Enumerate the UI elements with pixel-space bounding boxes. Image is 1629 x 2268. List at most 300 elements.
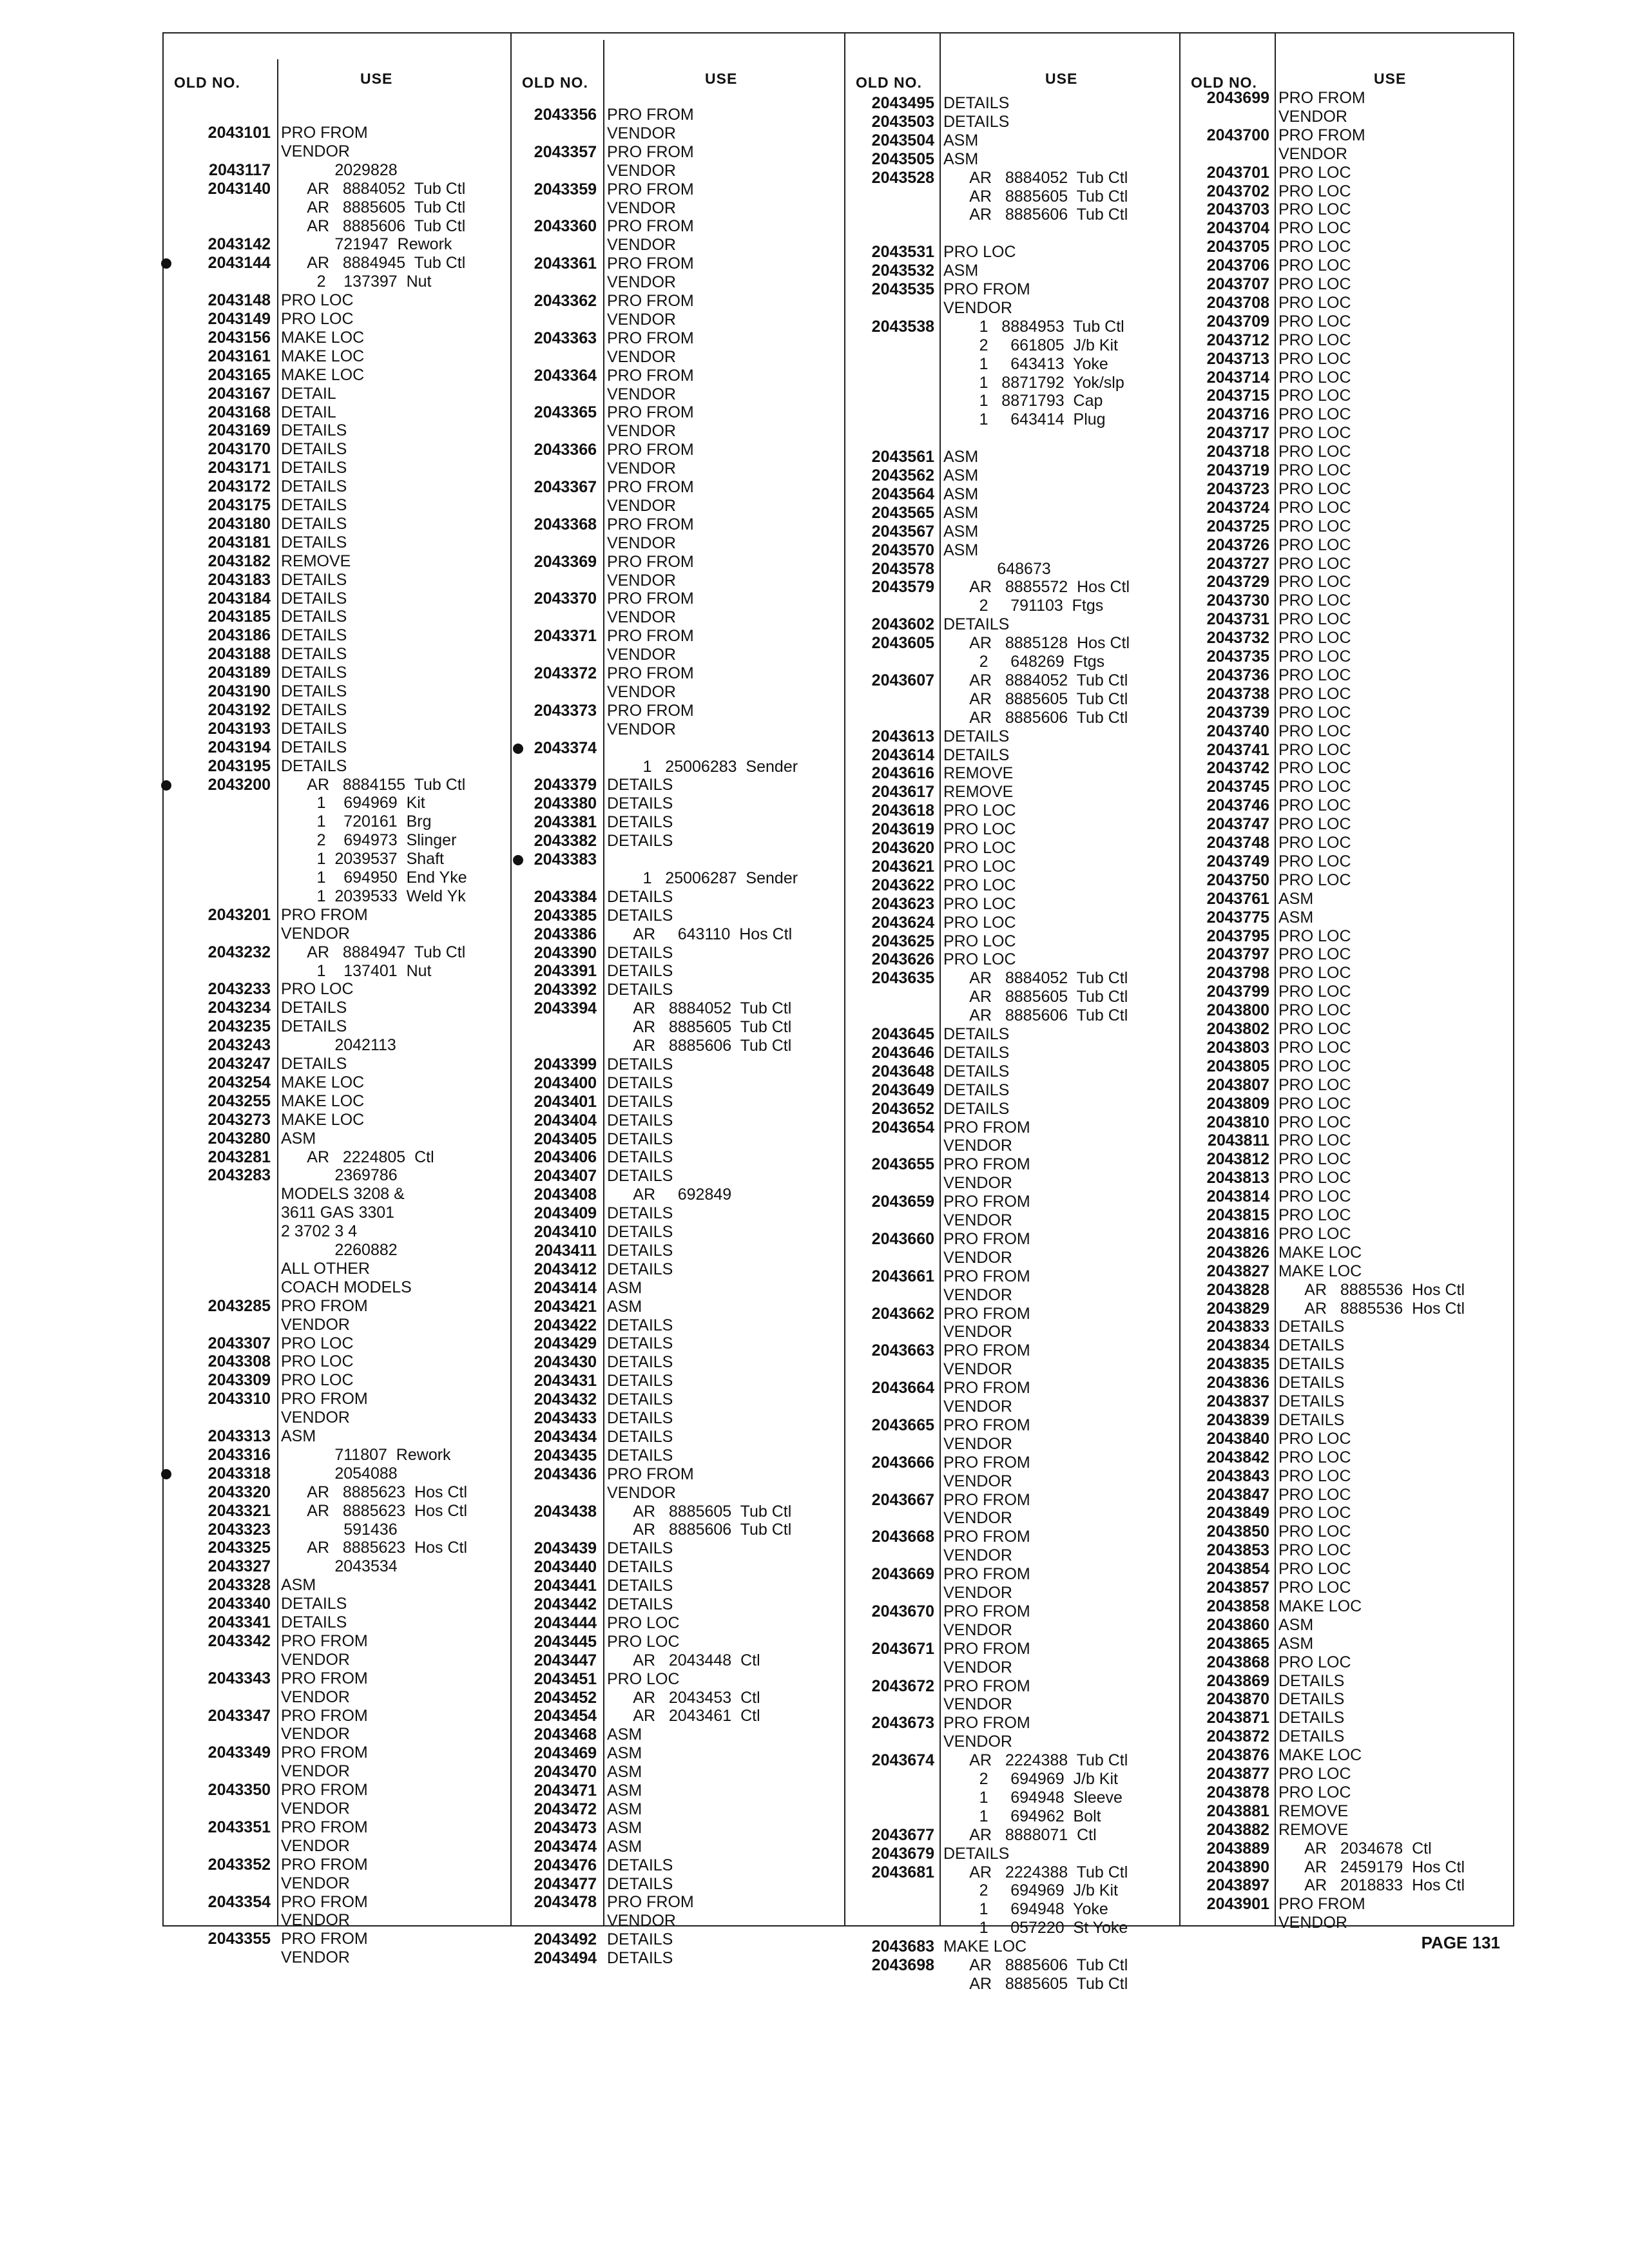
table-row xyxy=(845,1435,1179,1454)
table-row xyxy=(845,374,1179,392)
old-number: 2043663 xyxy=(871,1341,934,1360)
use-text: PRO LOC xyxy=(1278,517,1351,535)
use-text: DETAILS xyxy=(281,496,347,514)
table-row xyxy=(845,1044,1179,1062)
use-text: DETAILS xyxy=(1278,1355,1345,1374)
old-number: 2043843 xyxy=(1206,1466,1269,1485)
table-row xyxy=(845,727,1179,746)
use-text: PRO FROM xyxy=(607,180,694,198)
table-row xyxy=(1181,1914,1516,1932)
old-number: 2043670 xyxy=(871,1602,934,1620)
table-row xyxy=(1181,200,1516,219)
table-row xyxy=(845,1454,1179,1472)
table-row xyxy=(512,292,844,311)
table-row xyxy=(164,1725,510,1744)
table-row xyxy=(845,783,1179,802)
use-text: ASM xyxy=(1278,889,1314,908)
use-text: AR 8885606 Tub Ctl xyxy=(943,708,1128,727)
old-number: 2043669 xyxy=(871,1565,934,1584)
use-text: 1 057220 St Yoke xyxy=(943,1919,1128,1937)
use-text: AR 8885605 Tub Ctl xyxy=(943,1974,1128,1993)
use-text: PRO LOC xyxy=(943,932,1016,950)
old-number: 2043826 xyxy=(1206,1243,1269,1262)
table-row xyxy=(164,1371,510,1390)
use-text: VENDOR xyxy=(607,273,676,292)
old-number: 2043430 xyxy=(534,1353,597,1372)
old-number: 2043232 xyxy=(207,943,271,961)
use-text: DETAILS xyxy=(281,1017,347,1036)
table-row xyxy=(1181,741,1516,760)
use-text: ASM xyxy=(281,1427,316,1445)
use-text: VENDOR xyxy=(607,236,676,255)
old-number: 2043233 xyxy=(207,980,271,999)
use-text: PRO LOC xyxy=(1278,1020,1351,1038)
bullet-marker-icon xyxy=(513,855,523,865)
old-number: 2043814 xyxy=(1206,1187,1269,1206)
table-row xyxy=(164,999,510,1017)
use-text: PRO LOC xyxy=(1278,219,1351,238)
use-text: PRO LOC xyxy=(1278,182,1351,200)
use-text: PRO FROM xyxy=(607,106,694,124)
old-number: 2043719 xyxy=(1206,461,1269,479)
use-text: REMOVE xyxy=(1278,1802,1349,1820)
use-text: 1 694969 Kit xyxy=(281,794,425,812)
table-row xyxy=(512,1223,844,1242)
use-text: AR 8885605 Tub Ctl xyxy=(943,187,1128,206)
use-text: PRO LOC xyxy=(1278,983,1351,1001)
table-row xyxy=(164,1521,510,1539)
table-row xyxy=(164,459,510,477)
old-number: 2043712 xyxy=(1206,331,1269,349)
table-row xyxy=(845,615,1179,634)
table-row xyxy=(512,999,844,1018)
old-number: 2043740 xyxy=(1206,722,1269,740)
use-text: PRO LOC xyxy=(1278,778,1351,796)
table-row xyxy=(1181,1858,1516,1877)
use-text: DETAILS xyxy=(281,440,347,459)
use-text: PRO FROM xyxy=(281,905,368,924)
table-row xyxy=(512,1912,844,1930)
use-text: DETAILS xyxy=(943,94,1010,112)
use-text: PRO LOC xyxy=(943,839,1016,857)
use-text: MAKE LOC xyxy=(281,1091,365,1110)
table-row xyxy=(1181,796,1516,815)
table-row xyxy=(512,1558,844,1577)
table-row xyxy=(1181,666,1516,685)
old-no-header: OLD NO. xyxy=(1191,74,1257,91)
table-row xyxy=(1181,1709,1516,1727)
old-number: 2043362 xyxy=(534,292,597,310)
table-row xyxy=(164,590,510,608)
table-row xyxy=(512,422,844,441)
old-number: 2043564 xyxy=(871,485,934,503)
use-text: MAKE LOC xyxy=(281,328,365,347)
use-text: COACH MODELS xyxy=(281,1278,412,1296)
old-number: 2043477 xyxy=(534,1874,597,1893)
use-text: PRO LOC xyxy=(281,291,354,310)
use-text: ASM xyxy=(281,1129,316,1148)
use-text: VENDOR xyxy=(943,1248,1012,1267)
use-text: PRO FROM xyxy=(281,1390,368,1408)
table-row xyxy=(512,478,844,497)
use-text: DETAILS xyxy=(607,981,673,999)
table-row xyxy=(845,560,1179,579)
old-number: 2043313 xyxy=(207,1427,271,1445)
old-number: 2043406 xyxy=(534,1148,597,1167)
table-row xyxy=(512,776,844,794)
use-text: PRO FROM xyxy=(281,1930,368,1948)
use-text: 1 2039537 Shaft xyxy=(281,850,444,869)
old-number: 2043408 xyxy=(534,1186,597,1204)
use-text: PRO LOC xyxy=(1278,1001,1351,1020)
use-text: MAKE LOC xyxy=(1278,1597,1362,1615)
old-number: 2043171 xyxy=(207,459,271,477)
use-text: PRO LOC xyxy=(1278,1653,1351,1671)
table-row xyxy=(845,1677,1179,1696)
table-row xyxy=(845,1062,1179,1081)
table-row xyxy=(1181,350,1516,369)
use-text: PRO LOC xyxy=(1278,629,1351,648)
table-row xyxy=(1181,1411,1516,1430)
old-number: 2043775 xyxy=(1206,908,1269,927)
table-row xyxy=(1181,1783,1516,1802)
old-number: 2043169 xyxy=(207,421,271,440)
old-number: 2043447 xyxy=(534,1651,597,1669)
table-row xyxy=(512,515,844,534)
use-text: DETAILS xyxy=(281,570,347,589)
old-number: 2043142 xyxy=(207,235,271,254)
table-row xyxy=(164,1632,510,1651)
use-text: AR 8885606 Tub Ctl xyxy=(943,206,1128,224)
table-row xyxy=(164,496,510,515)
table-row xyxy=(164,906,510,925)
old-number: 2043706 xyxy=(1206,256,1269,275)
use-text: AR 8885623 Hos Ctl xyxy=(281,1483,468,1501)
use-text: PRO FROM xyxy=(607,255,694,273)
use-text: PRO FROM xyxy=(281,124,368,142)
use-text: VENDOR xyxy=(607,720,676,738)
use-text: PRO LOC xyxy=(943,913,1016,932)
table-row xyxy=(845,895,1179,914)
use-text: AR 8884052 Tub Ctl xyxy=(943,671,1128,689)
table-row xyxy=(845,1621,1179,1640)
table-row xyxy=(164,1669,510,1688)
old-number: 2043621 xyxy=(871,857,934,876)
table-row xyxy=(1181,275,1516,294)
old-number: 2043156 xyxy=(207,328,271,347)
table-row xyxy=(164,794,510,812)
use-text: VENDOR xyxy=(607,310,676,329)
old-number: 2043741 xyxy=(1206,740,1269,759)
table-row xyxy=(845,485,1179,504)
use-text: DETAILS xyxy=(1278,1410,1345,1429)
table-row xyxy=(164,1762,510,1781)
table-row xyxy=(164,812,510,831)
old-number: 2043725 xyxy=(1206,517,1269,535)
old-number: 2043234 xyxy=(207,999,271,1017)
table-row xyxy=(1181,1467,1516,1486)
table-row xyxy=(845,1546,1179,1565)
use-text: VENDOR xyxy=(607,347,676,366)
table-row xyxy=(845,355,1179,374)
old-number: 2043713 xyxy=(1206,349,1269,368)
table-row xyxy=(845,1174,1179,1193)
table-row xyxy=(1181,945,1516,964)
use-text: DETAILS xyxy=(281,1055,347,1073)
table-row xyxy=(1181,1020,1516,1039)
use-text: DETAILS xyxy=(607,1539,673,1558)
table-row xyxy=(512,608,844,627)
use-text: PRO LOC xyxy=(1278,1057,1351,1075)
use-text: PRO LOC xyxy=(1278,424,1351,443)
use-text: DETAILS xyxy=(1278,1318,1345,1336)
use-text: MODELS 3208 & xyxy=(281,1185,405,1204)
old-number: 2043316 xyxy=(207,1445,271,1464)
use-text: VENDOR xyxy=(607,161,676,180)
use-text: PRO LOC xyxy=(1278,945,1351,964)
old-number: 2043451 xyxy=(534,1669,597,1688)
use-text: DETAILS xyxy=(1278,1709,1345,1727)
table-row xyxy=(512,1111,844,1130)
use-text: PRO LOC xyxy=(1278,535,1351,554)
old-number: 2043381 xyxy=(534,813,597,832)
use-text: AR 2034678 Ctl xyxy=(1278,1839,1432,1858)
table-row xyxy=(164,515,510,533)
old-number: 2043732 xyxy=(1206,629,1269,648)
use-text: DETAILS xyxy=(281,645,347,664)
table-row xyxy=(1181,405,1516,424)
old-number: 2043410 xyxy=(534,1223,597,1241)
table-row xyxy=(164,124,510,142)
use-text: VENDOR xyxy=(281,1836,350,1855)
table-row xyxy=(1181,1169,1516,1187)
old-number: 2043618 xyxy=(871,802,934,820)
table-row xyxy=(164,1334,510,1353)
use-text: MAKE LOC xyxy=(281,347,365,365)
use-text: 2029828 xyxy=(281,160,398,179)
table-row xyxy=(512,758,844,776)
table-row xyxy=(1181,1802,1516,1821)
table-row xyxy=(512,1130,844,1149)
use-text: VENDOR xyxy=(281,1408,350,1427)
table-row xyxy=(512,1167,844,1186)
use-text: VENDOR xyxy=(281,924,350,943)
old-number: 2043889 xyxy=(1206,1839,1269,1858)
table-row xyxy=(1181,517,1516,536)
old-number: 2043192 xyxy=(207,700,271,719)
use-text: MAKE LOC xyxy=(281,365,365,384)
table-row xyxy=(512,1148,844,1167)
use-text: ASM xyxy=(607,1297,642,1316)
use-text: PRO FROM xyxy=(607,441,694,459)
old-number: 2043309 xyxy=(207,1371,271,1390)
table-row xyxy=(512,1800,844,1819)
old-number: 2043363 xyxy=(534,329,597,347)
use-text: 2 3702 3 4 xyxy=(281,1222,358,1241)
table-row xyxy=(845,1305,1179,1323)
table-row xyxy=(164,235,510,254)
table-row xyxy=(164,1352,510,1371)
old-number: 2043857 xyxy=(1206,1579,1269,1597)
old-number: 2043352 xyxy=(207,1855,271,1874)
use-text: DETAILS xyxy=(281,533,347,552)
use-text: ASM xyxy=(607,1744,642,1763)
table-row xyxy=(845,1491,1179,1510)
old-number: 2043871 xyxy=(1206,1709,1269,1727)
table-row xyxy=(845,653,1179,671)
old-number: 2043747 xyxy=(1206,815,1269,834)
use-text: PRO LOC xyxy=(607,1669,680,1688)
use-text: PRO LOC xyxy=(1278,443,1351,461)
old-number: 2043433 xyxy=(534,1409,597,1427)
use-text: ASM xyxy=(607,1818,642,1837)
use-text: DETAILS xyxy=(281,1595,347,1613)
table-row xyxy=(1181,1225,1516,1244)
table-row xyxy=(845,578,1179,597)
table-row xyxy=(1181,1523,1516,1541)
old-number: 2043432 xyxy=(534,1390,597,1409)
use-text: VENDOR xyxy=(607,571,676,590)
old-number: 2043701 xyxy=(1206,163,1269,182)
table-row xyxy=(1181,759,1516,778)
use-text: PRO LOC xyxy=(607,1613,680,1632)
table-row xyxy=(512,1409,844,1428)
table-row xyxy=(164,329,510,347)
use-text: DETAILS xyxy=(281,459,347,477)
use-text: PRO FROM xyxy=(943,1193,1030,1211)
use-text: DETAILS xyxy=(281,999,347,1017)
use-text: DETAILS xyxy=(943,1025,1010,1043)
old-number: 2043835 xyxy=(1206,1355,1269,1374)
table-row xyxy=(164,1502,510,1521)
table-row xyxy=(164,980,510,999)
table-row xyxy=(845,1119,1179,1137)
table-row xyxy=(512,255,844,273)
old-number: 2043382 xyxy=(534,832,597,850)
table-row xyxy=(1181,1690,1516,1709)
use-text: VENDOR xyxy=(281,1725,350,1744)
use-text: PRO LOC xyxy=(1278,387,1351,405)
table-row xyxy=(845,150,1179,169)
use-text: PRO LOC xyxy=(281,1334,354,1352)
table-row xyxy=(164,1576,510,1595)
use-text: VENDOR xyxy=(943,1695,1012,1714)
table-row xyxy=(845,1658,1179,1677)
old-number: 2043170 xyxy=(207,440,271,459)
table-row xyxy=(1181,1541,1516,1560)
use-text: PRO FROM xyxy=(943,1639,1030,1658)
old-number: 2043625 xyxy=(871,932,934,950)
table-row xyxy=(512,1838,844,1856)
table-row xyxy=(512,348,844,367)
old-number: 2043412 xyxy=(534,1260,597,1278)
use-text: ASM xyxy=(607,1763,642,1782)
column-header xyxy=(845,34,1179,91)
old-number: 2043440 xyxy=(534,1558,597,1577)
use-text: 1 25006283 Sender xyxy=(607,757,798,776)
old-number: 2043868 xyxy=(1206,1653,1269,1671)
old-number: 2043679 xyxy=(871,1844,934,1863)
table-row xyxy=(845,746,1179,765)
table-row xyxy=(512,1633,844,1651)
table-row xyxy=(512,1242,844,1260)
old-number: 2043738 xyxy=(1206,684,1269,703)
use-text: VENDOR xyxy=(607,124,676,142)
old-number: 2043704 xyxy=(1206,219,1269,238)
table-row xyxy=(512,1503,844,1521)
old-number: 2043318 xyxy=(207,1464,271,1483)
table-row xyxy=(1181,871,1516,890)
table-row xyxy=(845,839,1179,858)
old-number: 2043646 xyxy=(871,1043,934,1062)
use-text: PRO LOC xyxy=(1278,1169,1351,1187)
old-number: 2043321 xyxy=(207,1501,271,1520)
table-row xyxy=(1181,1076,1516,1095)
table-row xyxy=(845,1863,1179,1882)
use-text: DETAILS xyxy=(943,1081,1010,1099)
old-number: 2043180 xyxy=(207,514,271,533)
use-text: DETAILS xyxy=(607,1334,673,1353)
table-row xyxy=(1181,964,1516,983)
use-text: 3611 GAS 3301 xyxy=(281,1204,395,1222)
table-row xyxy=(1181,834,1516,852)
old-number: 2043454 xyxy=(534,1707,597,1725)
old-number: 2043617 xyxy=(871,783,934,802)
table-row xyxy=(845,1919,1179,1937)
use-text: PRO FROM xyxy=(943,1155,1030,1174)
table-row xyxy=(512,534,844,553)
table-row xyxy=(845,1249,1179,1267)
table-row xyxy=(1181,126,1516,145)
use-text: DETAILS xyxy=(607,1446,673,1465)
use-text: PRO LOC xyxy=(1278,703,1351,722)
old-number: 2043702 xyxy=(1206,182,1269,200)
old-number: 2043673 xyxy=(871,1714,934,1733)
old-number: 2043471 xyxy=(534,1782,597,1800)
table-row xyxy=(164,1539,510,1557)
table-row xyxy=(512,794,844,813)
use-text: 1 720161 Brg xyxy=(281,812,432,831)
use-text: VENDOR xyxy=(943,1360,1012,1379)
table-row xyxy=(1181,1244,1516,1262)
use-text: VENDOR xyxy=(281,1948,350,1967)
table-row xyxy=(164,1874,510,1893)
use-text: ASM xyxy=(943,503,979,522)
old-number: 2043860 xyxy=(1206,1615,1269,1634)
old-number: 2043727 xyxy=(1206,554,1269,573)
use-text: PRO FROM xyxy=(943,1341,1030,1360)
old-number: 2043201 xyxy=(207,905,271,924)
old-number: 2043681 xyxy=(871,1863,934,1881)
old-number: 2043829 xyxy=(1206,1299,1269,1318)
table-row xyxy=(164,1800,510,1818)
table-row xyxy=(512,1930,844,1949)
table-row xyxy=(1181,424,1516,443)
use-text: PRO FROM xyxy=(281,1892,368,1911)
old-number: 2043421 xyxy=(534,1297,597,1316)
old-number: 2043194 xyxy=(207,738,271,756)
use-text: VENDOR xyxy=(607,682,676,701)
use-text: AR 8885605 Tub Ctl xyxy=(607,1018,792,1037)
old-number: 2043700 xyxy=(1206,126,1269,144)
table-row xyxy=(164,347,510,366)
use-text: PRO FROM xyxy=(607,590,694,608)
table-row xyxy=(512,1260,844,1279)
use-text: AR 8885623 Hos Ctl xyxy=(281,1539,468,1557)
old-number: 2043836 xyxy=(1206,1374,1269,1392)
use-text: VENDOR xyxy=(607,198,676,217)
table-row xyxy=(845,764,1179,783)
